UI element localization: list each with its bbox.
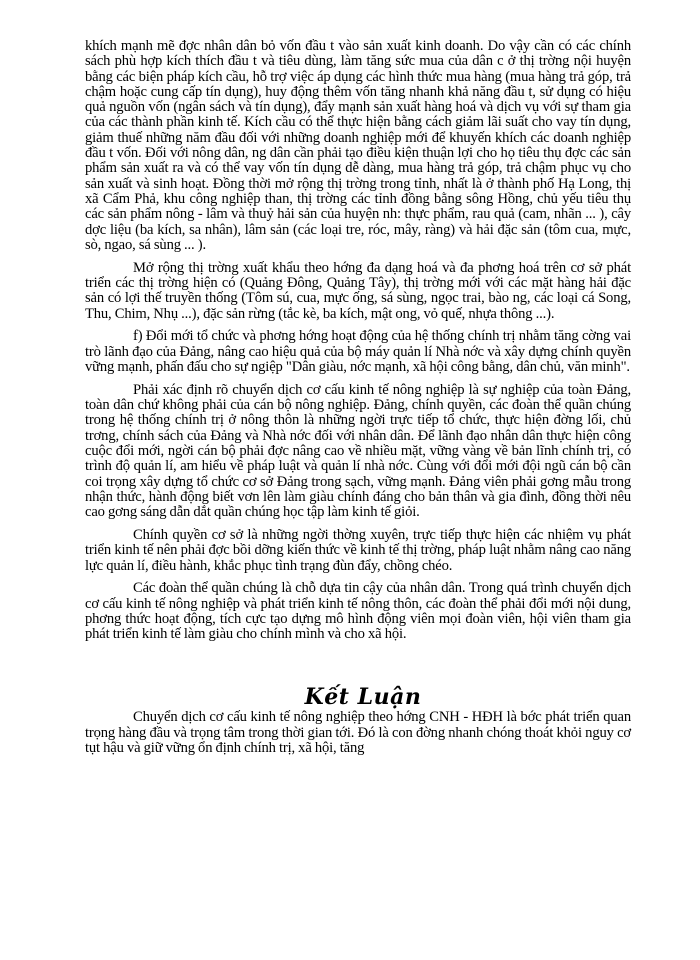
paragraph-mass-organizations: Các đoàn thể quần chúng là chỗ dựa tin cậy của nhân dân. Trong quá trình chuyển dịch cơ cấu kinh tế nông nghiệp và phát triển kinh tế nông thôn, các đoàn thể phải đổi mới nội dung, phơng thức hoạt động, tích cực tạo dựng mô hình động viên mọi đoàn viên, hội viên tham gia phát triển kinh tế làm giàu cho chính mình và cho xã hội. [85,580,631,643]
conclusion-heading: Kết Luận [304,684,422,711]
paragraph-export-markets: Mở rộng thị trờng xuất khẩu theo hớng đa dạng hoá và đa phơng hoá trên cơ sở phát triển các thị trờng hiện có (Quảng Đông, Quảng Tây), thị trờng mới với các mặt hàng hải đặc sản có lợi thế truyền thống (Tôm sú, cua, mực ống, sá sùng, ngọc trai, bào ng, các loại cá Song, Thu, Chim, Nhụ ...), đặc sản rừng (tắc kè, ba kích, mật ong, vỏ quế, nhựa thông ...). [85,259,631,322]
paragraph-party-role: Phải xác định rõ chuyển dịch cơ cấu kinh tế nông nghiệp là sự nghiệp của toàn Đảng, toàn dân chứ không phải của cán bộ nông nghiệp. Đảng, chính quyền, các đoàn thể quần chúng trong hệ thống chính trị ở nông thôn là những ngời trực tiếp tổ chức, thực hiện đờng lối, chủ trơng, chính sách của Đảng và Nhà nớc đối với nhân dân. Để lãnh đạo nhân dân thực hiện công cuộc đổi mới, ngời cán bộ phải đợc nâng cao về nhiều mặt, vững vàng về bản lĩnh chính trị, có trình độ quản lí, am hiểu về pháp luật và quản lí nhà nớc. Cùng với đổi mới đội ngũ cán bộ cần coi trọng xây dựng tổ chức cơ sở Đảng trong sạch, vững mạnh. Đảng viên phải gơng mẫu trong nhận thức, hành động biết vơn lên làm giàu chính đáng cho bản thân và gia đình, đồng thời nêu cao gơng sáng dẫn dắt quần chúng học tập làm kinh tế giỏi. [85,381,631,521]
paragraph-conclusion: Chuyển dịch cơ cấu kinh tế nông nghiệp theo hớng CNH - HĐH là bớc phát triển quan trọng hàng đầu và trọng tâm trong thời gian tới. Đó là con đờng nhanh chóng thoát khỏi nguy cơ tụt hậu và giữ vững ổn định chính trị, xã hội, tăng [85,709,631,757]
paragraph-local-government: Chính quyền cơ sở là những ngời thờng xuyên, trực tiếp thực hiện các nhiệm vụ phát triển kinh tế nên phải đợc bồi dỡng kiến thức về kinh tế thị trờng, pháp luật nhằm nâng cao năng lực quản lí, điều hành, khắc phục tình trạng đùn đẩy, chồng chéo. [85,526,631,574]
document-page [85,39,631,764]
paragraph-demand-stimulus: khích mạnh mẽ đợc nhân dân bỏ vốn đầu t vào sản xuất kinh doanh. Do vậy cần có các chính sách phù hợp kích thích đầu t và tiêu dùng, làm tăng sức mua của dân c ở thị trờng nội huyện bằng các biện pháp kích cầu, hỗ trợ việc áp dụng các hình thức mua hàng (mua hàng trả góp, trả chậm hoặc cung cấp tín dụng), huy động thêm vốn tăng nhanh khả năng đầu t, sử dụng có hiệu quả nguồn vốn (ngân sách và tín dụng), đẩy mạnh sản xuất hàng hoá và dịch vụ với sự tham gia của các thành phần kinh tế. Kích cầu có thể thực hiện bằng cách giảm lãi suất cho vay tín dụng, giảm thuế những năm đầu đối với những doanh nghiệp mới để khuyến khích các doanh nghiệp đầu t vốn. Đối với nông dân, ng dân cần phải tạo điều kiện thuận lợi cho họ tiêu thụ đợc các sản phẩm sản xuất ra và có thể vay vốn tín dụng dễ dàng, mua hàng trả góp, trả chậm phục vụ cho sản xuất và sinh hoạt. Đồng thời mở rộng thị trờng trong tỉnh, nhất là ở thành phố Hạ Long, thị xã Cẩm Phả, khu công nghiệp than, thị trờng các tỉnh đồng bằng sông Hồng, chủ yếu tiêu thụ các sản phẩm nông - lâm và thuỷ hải sản của huyện nh: thực phẩm, rau quả (cam, nhãn ... ), cây dợc liệu (ba kích, sa nhân), lâm sản (các loại tre, róc, mây, ràng) và hải đặc sản (tôm cua, mực, sò, ngao, sá sùng ... ). [85,38,631,253]
paragraph-political-reform: f) Đổi mới tổ chức và phơng hớng hoạt động của hệ thống chính trị nhằm tăng cờng vai trò lãnh đạo của Đảng, nâng cao hiệu quả của bộ máy quản lí Nhà nớc và xây dựng chính quyền vững mạnh, phấn đấu cho sự ngiệp "Dân giàu, nớc mạnh, xã hội công bằng, dân chủ, văn minh". [85,328,631,375]
